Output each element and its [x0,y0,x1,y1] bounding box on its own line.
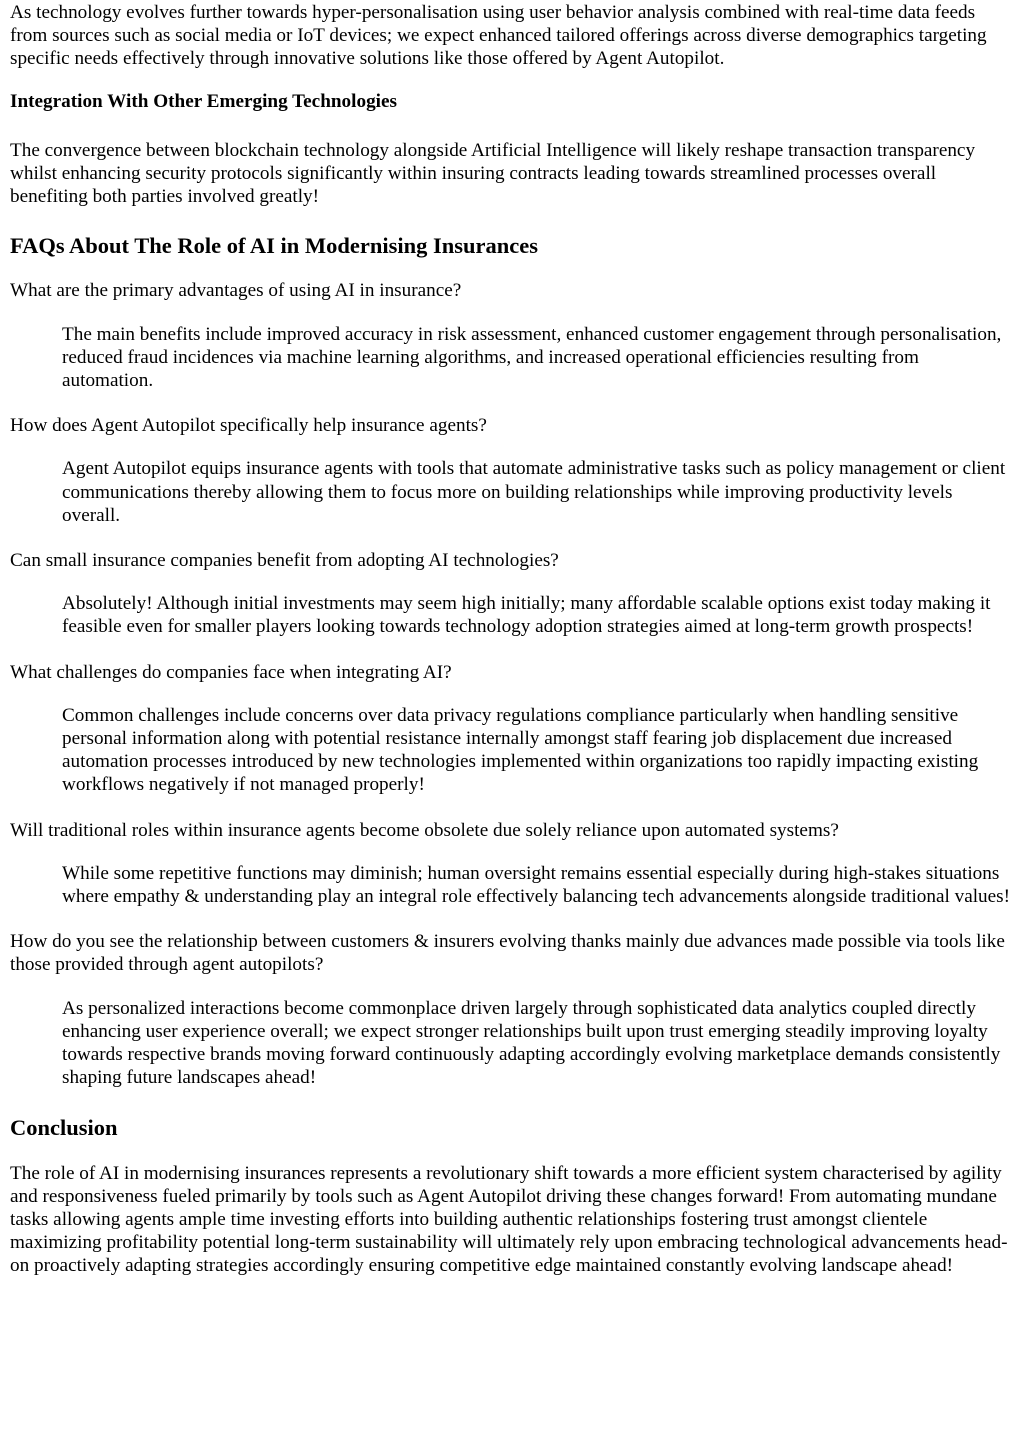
faq-question: Will traditional roles within insurance agents become obsolete due solely reliance upon automated systems? [10,819,839,841]
conclusion-paragraph: The role of AI in modernising insurances represents a revolutionary shift towards a more efficient system characterised by agility and responsiveness fueled primarily by tools such as Agent Autopilot driving these changes forward! From automating mundane tasks allowing agents ample time investing efforts into building authentic relationships fostering trust amongst clientele maximizing profitability potential long-term sustainability will ultimately rely upon embracing technological advancements head-on proactively adapting strategies accordingly ensuring competitive edge maintained constantly evolving landscape ahead! [10,1162,1008,1277]
faq-answer: The main benefits include improved accuracy in risk assessment, enhanced customer engagement through personalisation, reduced fraud incidences via machine learning algorithms, and increased operational efficiencies resulting from automation. [62,323,1002,392]
faq-answer: Absolutely! Although initial investments may seem high initially; many affordable scalable options exist today making it feasible even for smaller players looking towards technology adoption strategies aimed at long-term growth prospects! [62,593,991,638]
integration-paragraph: The convergence between blockchain technology alongside Artificial Intelligence will likely reshape transaction transparency whilst enhancing security protocols significantly within insuring contracts leading towards streamlined processes overall benefiting both parties involved greatly! [10,139,976,208]
faq-heading: FAQs About The Role of AI in Modernising Insurances [10,233,538,259]
faq-question: Can small insurance companies benefit from adopting AI technologies? [10,550,559,572]
faq-question: How does Agent Autopilot specifically help insurance agents? [10,415,487,437]
faq-answer: Common challenges include concerns over data privacy regulations compliance particularly when handling sensitive personal information along with potential resistance internally amongst staff fearing job displacement due increased automation processes introduced by new technologies implemented within organizations too rapidly impacting existing workflows negatively if not managed properly! [62,704,979,796]
faq-answer: Agent Autopilot equips insurance agents with tools that automate administrative tasks such as policy management or client communications thereby allowing them to focus more on building relationships while improving productivity levels overall. [62,458,1006,526]
faq-question: What are the primary advantages of using AI in insurance? [10,280,462,302]
faq-answer: As personalized interactions become commonplace driven largely through sophisticated data analytics coupled directly enhancing user experience overall; we expect stronger relationships built upon trust emerging steadily improving loyalty towards respective brands moving forward continuously adapting accordingly evolving marketplace demands consistently shaping future landscapes ahead! [62,997,1001,1089]
integration-heading: Integration With Other Emerging Technologies [10,90,397,112]
faq-question: What challenges do companies face when integrating AI? [10,661,452,683]
faq-question: How do you see the relationship between customers & insurers evolving thanks mainly due advances made possible via tools like those provided through agent autopilots? [10,931,1005,976]
intro-paragraph: As technology evolves further towards hyper-personalisation using user behavior analysis combined with real-time data feeds from sources such as social media or IoT devices; we expect enhanced tailored offerings across diverse demographics targeting specific needs effectively through innovative solutions like those offered by Agent Autopilot. [10,2,987,70]
faq-answer: While some repetitive functions may diminish; human oversight remains essential especially during high-stakes situations where empathy & understanding play an integral role effectively balancing tech advancements alongside traditional values! [62,862,1011,908]
conclusion-heading: Conclusion [10,1114,118,1140]
